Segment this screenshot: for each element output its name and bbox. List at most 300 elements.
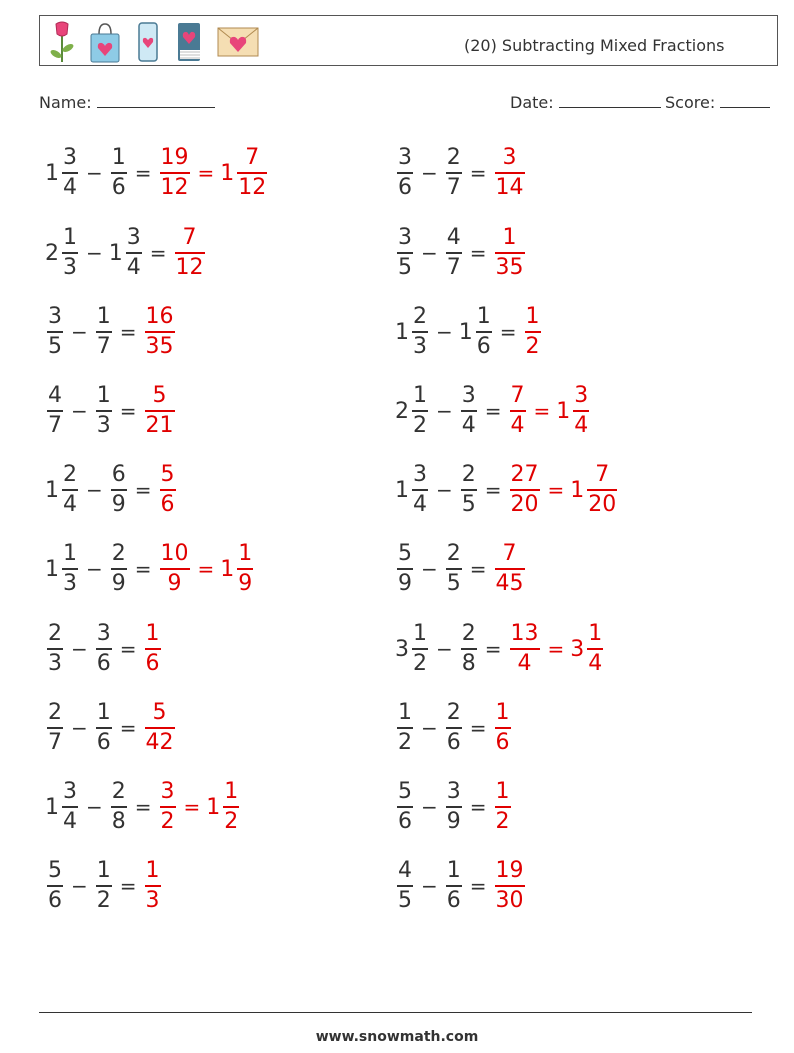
subtrahend-numerator: 1 — [96, 304, 111, 330]
minuend-denominator: 7 — [48, 412, 62, 438]
subtrahend-denominator: 8 — [461, 650, 476, 676]
mixed-answer-numerator: 7 — [595, 462, 610, 488]
minuend-fraction — [397, 702, 413, 754]
minus-sign: − — [71, 637, 88, 661]
subtrahend-denominator: 6 — [446, 729, 461, 755]
answer-denominator: 20 — [510, 491, 539, 517]
minuend-numerator: 5 — [48, 858, 62, 884]
answer — [158, 464, 178, 516]
minuend-fraction — [412, 385, 428, 437]
subtrahend-whole: 1 — [458, 319, 473, 345]
name-label: Name: — [39, 93, 92, 112]
answer-numerator: 5 — [160, 462, 175, 488]
mixed-answer-numerator: 3 — [574, 383, 589, 409]
answer-fraction — [145, 306, 175, 358]
answer-numerator: 1 — [502, 225, 517, 251]
answer-denominator: 21 — [145, 412, 174, 438]
name-blank[interactable] — [97, 93, 215, 108]
subtrahend-numerator: 3 — [126, 225, 141, 251]
subtrahend-fraction — [96, 702, 112, 754]
minuend-numerator: 4 — [398, 858, 412, 884]
minuend-fraction — [47, 860, 63, 912]
subtrahend-numerator: 1 — [96, 858, 111, 884]
answer-numerator: 13 — [510, 621, 539, 647]
problem-7 — [45, 619, 163, 679]
minuend-whole: 2 — [45, 240, 59, 266]
equals-sign: = — [484, 399, 502, 423]
problem-19 — [395, 777, 513, 837]
mixed-answer-numerator: 1 — [238, 541, 253, 567]
equals-sign: = — [119, 637, 137, 661]
subtrahend-fraction — [111, 147, 127, 199]
minuend-fraction — [397, 227, 413, 279]
answer-denominator: 3 — [145, 887, 160, 913]
answer-equals-sign: = — [547, 478, 565, 502]
subtrahend-denominator: 6 — [446, 887, 461, 913]
minuend-numerator: 5 — [398, 541, 412, 567]
equals-sign: = — [469, 557, 487, 581]
minus-sign: − — [71, 716, 88, 740]
answer-denominator: 6 — [160, 491, 175, 517]
subtrahend-denominator: 6 — [96, 729, 111, 755]
minuend-fraction — [47, 306, 63, 358]
answer-fraction — [145, 702, 175, 754]
subtrahend-numerator: 2 — [446, 145, 461, 171]
subtrahend-numerator: 1 — [96, 700, 111, 726]
problem-8 — [45, 698, 177, 758]
minus-sign: − — [436, 478, 453, 502]
equals-sign: = — [499, 320, 517, 344]
subtrahend-numerator: 1 — [446, 858, 461, 884]
mixed-answer-whole: 1 — [570, 477, 585, 503]
minuend-fraction — [62, 147, 78, 199]
subtrahend-numerator: 3 — [96, 621, 111, 647]
minuend-numerator: 1 — [413, 621, 427, 647]
answer — [493, 702, 513, 754]
subtrahend-fraction — [461, 385, 477, 437]
minus-sign: − — [436, 320, 453, 344]
minuend-fraction — [62, 781, 78, 833]
minuend-denominator: 7 — [48, 729, 62, 755]
answer-denominator: 45 — [495, 570, 524, 596]
subtrahend-fraction — [96, 623, 112, 675]
equals-sign: = — [469, 241, 487, 265]
problem-20 — [395, 856, 527, 916]
minus-sign: − — [71, 399, 88, 423]
equals-sign: = — [119, 716, 137, 740]
minuend-denominator: 4 — [63, 491, 77, 517]
subtrahend-fraction — [476, 306, 492, 358]
answer-denominator: 35 — [145, 333, 174, 359]
subtrahend-numerator: 1 — [96, 383, 111, 409]
equals-sign: = — [469, 874, 487, 898]
minuend-denominator: 2 — [398, 729, 412, 755]
answer-fraction — [510, 464, 540, 516]
minuend-denominator: 6 — [398, 808, 412, 834]
minuend-fraction — [412, 623, 428, 675]
minuend-numerator: 3 — [63, 145, 77, 171]
subtrahend-fraction — [111, 781, 127, 833]
answer — [508, 385, 592, 437]
answer — [493, 781, 513, 833]
minus-sign: − — [71, 874, 88, 898]
subtrahend-fraction — [96, 385, 112, 437]
minuend-denominator: 5 — [398, 887, 412, 913]
mixed-answer-fraction — [573, 385, 589, 437]
minuend-whole: 1 — [395, 319, 409, 345]
answer-denominator: 12 — [175, 254, 204, 280]
equals-sign: = — [484, 478, 502, 502]
mixed-answer-denominator: 2 — [224, 808, 239, 834]
answer-fraction — [495, 543, 525, 595]
subtrahend-numerator: 2 — [446, 541, 461, 567]
problem-2 — [45, 223, 207, 283]
minuend-fraction — [397, 543, 413, 595]
equals-sign: = — [119, 399, 137, 423]
minuend-numerator: 4 — [48, 383, 62, 409]
subtrahend-fraction — [126, 227, 142, 279]
minuend-fraction — [47, 702, 63, 754]
minus-sign: − — [436, 399, 453, 423]
shopping-bag-heart-icon — [88, 20, 122, 64]
equals-sign: = — [469, 716, 487, 740]
subtrahend-denominator: 9 — [446, 808, 461, 834]
answer-numerator: 27 — [510, 462, 539, 488]
minuend-whole: 1 — [395, 477, 409, 503]
minuend-numerator: 1 — [413, 383, 427, 409]
answer-fraction — [145, 623, 161, 675]
answer-fraction — [160, 147, 190, 199]
minuend-denominator: 5 — [398, 254, 412, 280]
subtrahend-denominator: 6 — [111, 174, 126, 200]
answer — [143, 385, 177, 437]
mixed-answer-whole: 1 — [220, 160, 235, 186]
subtrahend-fraction — [446, 781, 462, 833]
subtrahend-numerator: 6 — [111, 462, 126, 488]
subtrahend-denominator: 4 — [461, 412, 476, 438]
answer-fraction — [160, 543, 190, 595]
minuend-fraction — [397, 781, 413, 833]
minuend-numerator: 3 — [63, 779, 77, 805]
mixed-answer-whole: 1 — [556, 398, 571, 424]
equals-sign: = — [134, 161, 152, 185]
minuend-denominator: 6 — [48, 887, 62, 913]
problem-18 — [395, 698, 513, 758]
subtrahend-denominator: 4 — [126, 254, 141, 280]
score-label: Score: — [665, 93, 716, 112]
answer — [158, 781, 242, 833]
equals-sign: = — [119, 874, 137, 898]
equals-sign: = — [469, 161, 487, 185]
minuend-numerator: 2 — [48, 621, 62, 647]
date-blank[interactable] — [559, 93, 661, 108]
subtrahend-numerator: 1 — [476, 304, 491, 330]
subtrahend-numerator: 4 — [446, 225, 461, 251]
answer-fraction — [495, 147, 525, 199]
subtrahend-fraction — [446, 227, 462, 279]
mixed-answer-denominator: 4 — [574, 412, 589, 438]
answer-equals-sign: = — [547, 637, 565, 661]
equals-sign: = — [484, 637, 502, 661]
subtrahend-fraction — [111, 543, 127, 595]
minuend-numerator: 3 — [48, 304, 62, 330]
date-label: Date: — [510, 93, 554, 112]
minus-sign: − — [421, 241, 438, 265]
minuend-fraction — [397, 860, 413, 912]
minuend-denominator: 6 — [398, 174, 412, 200]
problem-14 — [395, 381, 591, 441]
minuend-numerator: 5 — [398, 779, 412, 805]
subtrahend-numerator: 2 — [111, 541, 126, 567]
answer-numerator: 7 — [182, 225, 197, 251]
icon-strip — [48, 20, 260, 64]
subtrahend-numerator: 2 — [461, 462, 476, 488]
problem-3 — [45, 302, 177, 362]
answer-fraction — [145, 860, 161, 912]
subtrahend-fraction — [111, 464, 127, 516]
answer — [493, 543, 527, 595]
minuend-numerator: 2 — [48, 700, 62, 726]
problem-12 — [395, 223, 527, 283]
equals-sign: = — [149, 241, 167, 265]
problem-16 — [395, 539, 527, 599]
minus-sign: − — [86, 161, 103, 185]
minuend-fraction — [47, 385, 63, 437]
minuend-denominator: 4 — [63, 174, 77, 200]
minus-sign: − — [436, 637, 453, 661]
phone-heart-icon — [134, 20, 162, 64]
minus-sign: − — [421, 557, 438, 581]
answer-fraction — [525, 306, 541, 358]
subtrahend-fraction — [96, 860, 112, 912]
date-field[interactable] — [510, 93, 661, 112]
minuend-whole: 1 — [45, 160, 59, 186]
subtrahend-numerator: 2 — [461, 621, 476, 647]
answer — [493, 860, 527, 912]
answer-numerator: 1 — [495, 779, 510, 805]
subtrahend-denominator: 7 — [446, 254, 461, 280]
minuend-numerator: 1 — [398, 700, 412, 726]
worksheet-title: (20) Subtracting Mixed Fractions — [464, 36, 725, 55]
answer-numerator: 7 — [502, 541, 517, 567]
subtrahend-denominator: 6 — [96, 650, 111, 676]
answer — [158, 543, 256, 595]
problem-15 — [395, 460, 619, 520]
answer-numerator: 1 — [145, 858, 160, 884]
answer-numerator: 1 — [145, 621, 160, 647]
answer-fraction — [160, 464, 176, 516]
mixed-answer-whole: 3 — [570, 636, 585, 662]
answer-denominator: 6 — [145, 650, 160, 676]
answer — [493, 227, 527, 279]
subtrahend-numerator: 2 — [111, 779, 126, 805]
subtrahend-denominator: 5 — [461, 491, 476, 517]
minuend-denominator: 4 — [413, 491, 427, 517]
subtrahend-denominator: 2 — [96, 887, 111, 913]
minuend-whole: 1 — [45, 794, 59, 820]
mixed-answer-denominator: 20 — [588, 491, 617, 517]
subtrahend-fraction — [446, 147, 462, 199]
answer — [493, 147, 527, 199]
problem-5 — [45, 460, 178, 520]
answer-denominator: 2 — [160, 808, 175, 834]
problem-9 — [45, 777, 241, 837]
minus-sign: − — [86, 795, 103, 819]
answer — [523, 306, 543, 358]
minus-sign: − — [71, 320, 88, 344]
mixed-answer-numerator: 7 — [245, 145, 260, 171]
answer-fraction — [510, 385, 526, 437]
subtrahend-fraction — [461, 623, 477, 675]
problem-17 — [395, 619, 605, 679]
equals-sign: = — [134, 557, 152, 581]
minuend-denominator: 4 — [63, 808, 77, 834]
score-blank[interactable] — [720, 93, 770, 108]
minuend-denominator: 3 — [413, 333, 427, 359]
answer-fraction — [145, 385, 175, 437]
minuend-fraction — [397, 147, 413, 199]
subtrahend-fraction — [446, 543, 462, 595]
minuend-fraction — [412, 464, 428, 516]
minus-sign: − — [421, 716, 438, 740]
score-field[interactable] — [665, 93, 770, 112]
answer — [143, 306, 177, 358]
minus-sign: − — [421, 161, 438, 185]
answer-equals-sign: = — [197, 557, 215, 581]
subtrahend-denominator: 7 — [96, 333, 111, 359]
answer-denominator: 9 — [167, 570, 182, 596]
subtrahend-denominator: 6 — [476, 333, 491, 359]
problem-11 — [395, 143, 527, 203]
minuend-whole: 1 — [45, 477, 59, 503]
answer — [158, 147, 270, 199]
answer-fraction — [495, 227, 525, 279]
minus-sign: − — [421, 795, 438, 819]
mixed-answer-numerator: 1 — [224, 779, 239, 805]
worksheet-header — [39, 15, 778, 66]
minuend-denominator: 2 — [413, 412, 427, 438]
minuend-whole: 3 — [395, 636, 409, 662]
subtrahend-numerator: 1 — [111, 145, 126, 171]
mixed-answer-fraction — [587, 464, 617, 516]
mixed-answer-fraction — [587, 623, 603, 675]
answer-denominator: 35 — [495, 254, 524, 280]
minus-sign: − — [421, 874, 438, 898]
subtrahend-denominator: 7 — [446, 174, 461, 200]
minuend-fraction — [62, 464, 78, 516]
answer-numerator: 3 — [160, 779, 175, 805]
minuend-denominator: 5 — [48, 333, 62, 359]
answer-denominator: 12 — [160, 174, 189, 200]
answer-numerator: 16 — [145, 304, 174, 330]
minus-sign: − — [86, 241, 103, 265]
answer-denominator: 14 — [495, 174, 524, 200]
subtrahend-fraction — [96, 306, 112, 358]
minuend-numerator: 1 — [63, 541, 77, 567]
minuend-whole: 2 — [395, 398, 409, 424]
answer-numerator: 1 — [525, 304, 540, 330]
name-field[interactable] — [39, 93, 215, 112]
answer-denominator: 2 — [495, 808, 510, 834]
mixed-answer-whole: 1 — [220, 556, 235, 582]
answer — [508, 623, 606, 675]
answer-fraction — [160, 781, 176, 833]
answer-equals-sign: = — [533, 399, 551, 423]
answer-denominator: 42 — [145, 729, 174, 755]
subtrahend-fraction — [446, 702, 462, 754]
subtrahend-numerator: 3 — [446, 779, 461, 805]
answer — [143, 860, 163, 912]
minuend-fraction — [62, 227, 78, 279]
subtrahend-whole: 1 — [108, 240, 123, 266]
answer-fraction — [175, 227, 205, 279]
answer — [173, 227, 207, 279]
equals-sign: = — [134, 478, 152, 502]
equals-sign: = — [134, 795, 152, 819]
answer-numerator: 7 — [510, 383, 525, 409]
mixed-answer-whole: 1 — [206, 794, 221, 820]
rose-icon — [48, 20, 76, 64]
footer-site: www.snowmath.com — [315, 1029, 479, 1045]
minuend-numerator: 3 — [413, 462, 427, 488]
subtrahend-denominator: 9 — [111, 570, 126, 596]
equals-sign: = — [469, 795, 487, 819]
answer-equals-sign: = — [197, 161, 215, 185]
answer-numerator: 1 — [495, 700, 510, 726]
mixed-answer-numerator: 1 — [588, 621, 603, 647]
mixed-answer-fraction — [223, 781, 239, 833]
answer — [143, 623, 163, 675]
subtrahend-denominator: 9 — [111, 491, 126, 517]
answer-denominator: 4 — [510, 412, 525, 438]
problem-6 — [45, 539, 255, 599]
answer-numerator: 5 — [152, 383, 167, 409]
answer-numerator: 19 — [160, 145, 189, 171]
answer — [143, 702, 177, 754]
answer-denominator: 6 — [495, 729, 510, 755]
subtrahend-numerator: 2 — [446, 700, 461, 726]
answer-denominator: 2 — [525, 333, 540, 359]
minuend-denominator: 3 — [48, 650, 62, 676]
minuend-numerator: 3 — [398, 145, 412, 171]
answer-fraction — [510, 623, 540, 675]
minuend-fraction — [412, 306, 428, 358]
answer-fraction — [495, 781, 511, 833]
subtrahend-denominator: 3 — [96, 412, 111, 438]
minus-sign: − — [86, 478, 103, 502]
answer — [508, 464, 620, 516]
subtrahend-denominator: 5 — [446, 570, 461, 596]
answer-denominator: 4 — [517, 650, 532, 676]
footer-divider — [39, 1012, 752, 1013]
minuend-denominator: 3 — [63, 570, 77, 596]
answer-equals-sign: = — [183, 795, 201, 819]
mixed-answer-denominator: 4 — [588, 650, 603, 676]
problem-10 — [45, 856, 163, 916]
subtrahend-denominator: 8 — [111, 808, 126, 834]
minuend-denominator: 2 — [413, 650, 427, 676]
minuend-numerator: 1 — [63, 225, 77, 251]
minuend-denominator: 9 — [398, 570, 412, 596]
minuend-denominator: 3 — [63, 254, 77, 280]
minuend-whole: 1 — [45, 556, 59, 582]
envelope-heart-icon — [216, 20, 260, 64]
minuend-numerator: 3 — [398, 225, 412, 251]
answer-fraction — [495, 702, 511, 754]
answer-numerator: 19 — [495, 858, 524, 884]
subtrahend-fraction — [446, 860, 462, 912]
answer-denominator: 30 — [495, 887, 524, 913]
